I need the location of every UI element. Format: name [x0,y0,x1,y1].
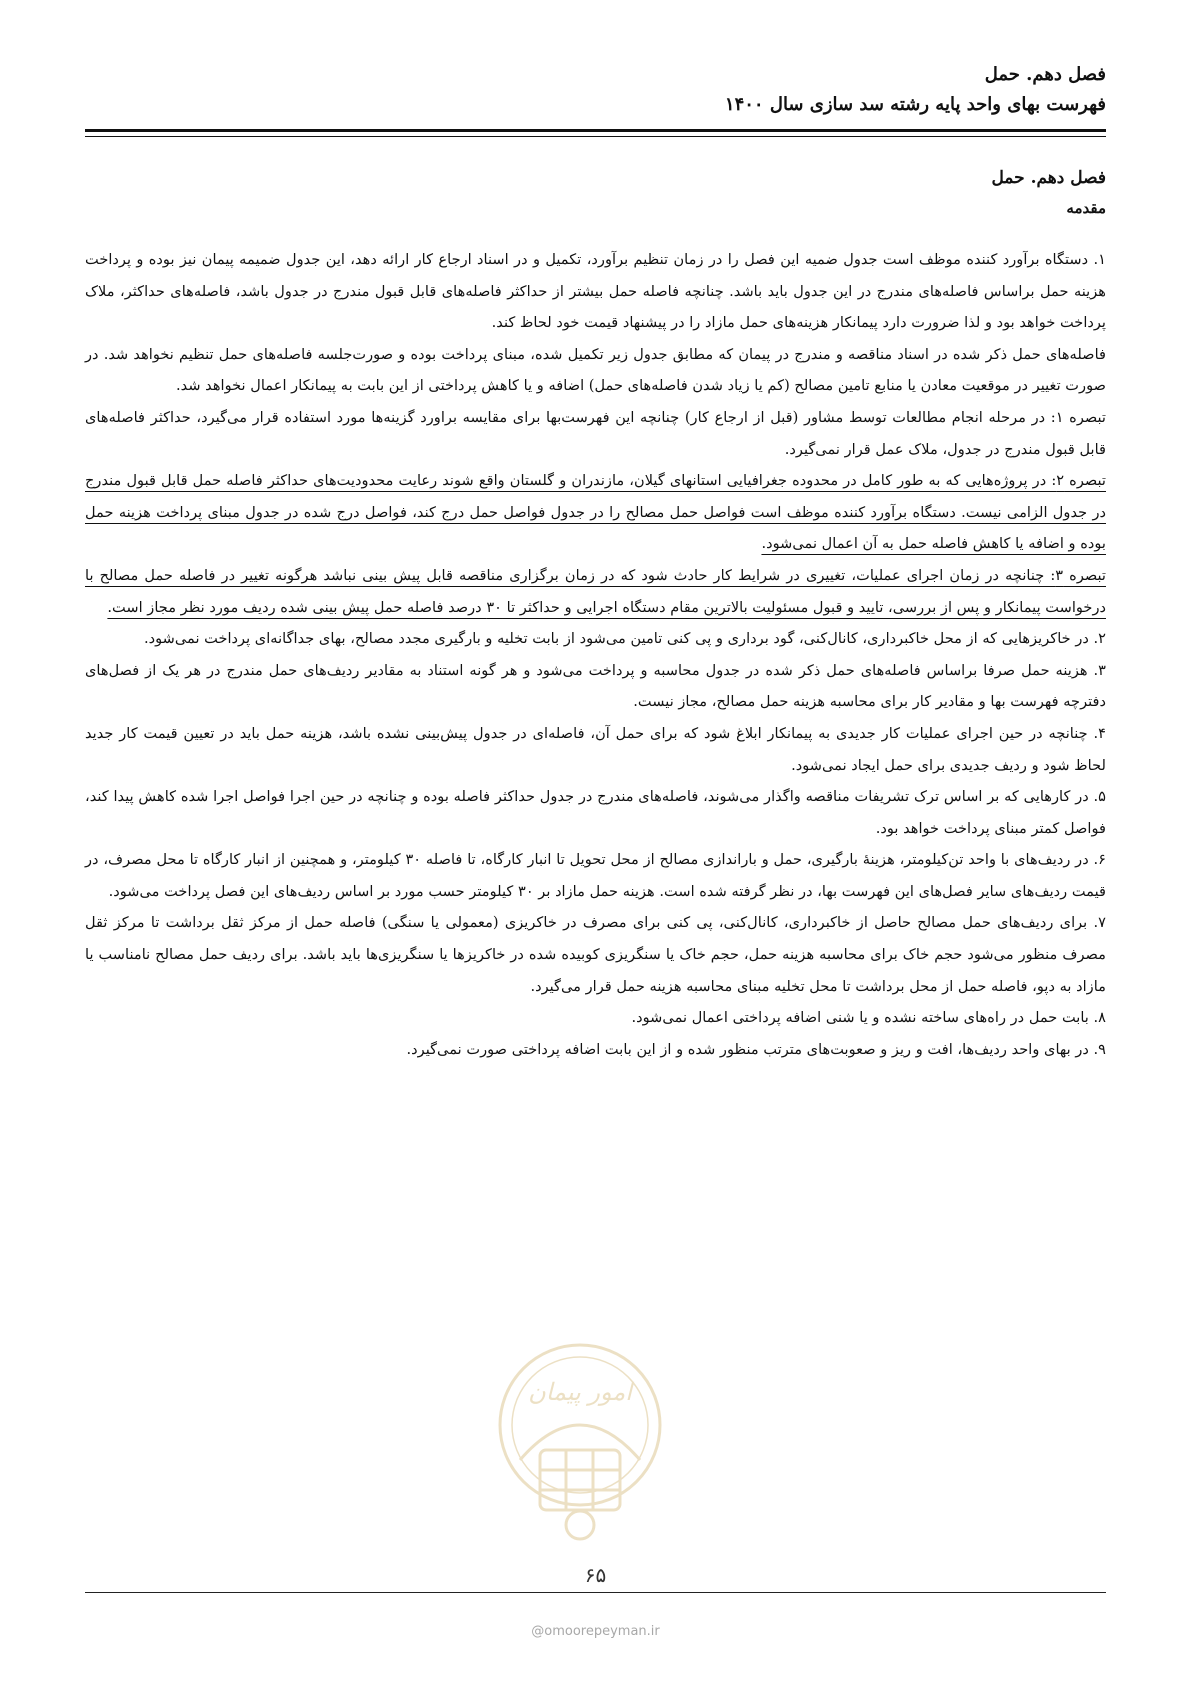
paragraph-5: ۵. در کارهایی که بر اساس ترک تشریفات مناقصه واگذار می‌شوند، فاصله‌های مندرج در جدول حداکثر فاصله بوده و چنانچه در حین اجرا فواصل اجرا شده کاهش پیدا کند، فواصل کمتر مبنای پرداخت خواهد بود. [85,788,1106,837]
paragraph-1: ۱. دستگاه برآورد کننده موظف است جدول ضمیه این فصل را در زمان تنظیم برآورد، تکمیل و در اسناد ارجاع کار ارائه دهد، این جدول ضمیمه پیمان نیز بوده و پرداخت هزینه حمل براساس فاصله‌های مندرج در این جدول باید باشد. چنانچه فاصله حمل بیشتر از حداکثر فاصله‌های قابل قبول مندرج در جدول باشد، فاصله‌های حداکثر، ملاک پرداخت خواهد بود و لذا ضرورت دارد پیمانکار هزینه‌های حمل مازاد را در پیشنهاد قیمت خود لحاظ کند. [85,251,1106,332]
note-2: تبصره ۲: در پروژه‌هایی که به طور کامل در محدوده جغرافیایی استانهای گیلان، مازندران و گلستان واقع شوند رعایت محدودیت‌های حداکثر فاصله حمل قابل قبول مندرج در جدول الزامی نیست. دستگاه برآورد کننده موظف است فواصل حمل مصالح را در جدول فواصل حمل درج کند، فواصل درج شده در جدول مبنای پرداخت هزینه حمل بوده و اضافه یا کاهش فاصله حمل به آن اعمال نمی‌شود. [85,472,1106,553]
paragraph-6: ۶. در ردیف‌های با واحد تن‌کیلومتر، هزینهٔ بارگیری، حمل و باراندازی مصالح از محل تحویل تا انبار کارگاه، تا فاصله ۳۰ کیلومتر، و همچنین از انبار کارگاه تا محل مصرف، در قیمت ردیف‌های سایر فصل‌های این فهرست بها، در نظر گرفته شده است. هزینه حمل مازاد بر ۳۰ کیلومتر حسب مورد بر اساس ردیف‌های این فصل پرداخت می‌شود. [85,851,1106,900]
header-divider-thick [85,129,1106,132]
watermark-text: امور پیمان [528,1378,632,1406]
footer-divider [85,1592,1106,1593]
running-header [85,60,1106,120]
section-title: فصل دهم. حمل [991,168,1106,188]
paragraph-2: ۲. در خاکریزهایی که از محل خاکبرداری، کانال‌کنی، گود برداری و پی کنی تامین می‌شود از بابت تخلیه و بارگیری مجدد مصالح، بهای جداگانه‌ای پرداخت نمی‌شود. [143,630,1106,648]
page-number: ۶۵ [584,1563,607,1587]
header-book-title: فهرست بهای واحد پایه رشته سد سازی سال ۱۴۰۰ [724,94,1106,115]
paragraph-4: ۴. چنانچه در حین اجرای عملیات کار جدیدی به پیمانکار ابلاغ شود که برای حمل آن، فاصله‌ای در جدول پیش‌بینی نشده باشد، هزینه حمل باید در تعیین قیمت کار جدید لحاظ شود و ردیف جدیدی برای حمل ایجاد نمی‌شود. [85,724,1106,774]
section-subtitle: مقدمه [1066,199,1106,217]
paragraph-3: ۳. هزینه حمل صرفا براساس فاصله‌های حمل ذکر شده در جدول محاسبه و پرداخت می‌شود و هر گونه استناد به مقادیر ردیف‌های حمل مندرج در هر یک از فصل‌های دفترچه فهرست بها و مقادیر کار برای محاسبه هزینه حمل مصالح، مجاز نیست. [85,661,1106,711]
note-1: تبصره ۱: در مرحله انجام مطالعات توسط مشاور (قبل از ارجاع کار) چنانچه این فهرست‌بها برای مقایسه براورد گزینه‌ها مورد استفاده قرار می‌گیرد، حداکثر فاصله‌های قابل قبول مندرج در جدول، ملاک عمل قرار نمی‌گیرد. [85,408,1106,458]
website-watermark: @omoorepeyman.ir [531,1624,660,1639]
header-chapter-title: فصل دهم. حمل [984,64,1106,85]
seal-icon [480,1330,680,1550]
paragraph-9: ۹. در بهای واحد ردیف‌ها، افت و ریز و صعوبت‌های مترتب منظور شده و از این بابت اضافه پرداختی صورت نمی‌گیرد. [406,1040,1106,1058]
main-content [85,162,1106,1065]
note-3: تبصره ۳: چنانچه در زمان اجرای عملیات، تغییری در شرایط کار حادث شود که در زمان برگزاری مناقصه قابل پیش بینی نباشد هرگونه تغییر در فاصله حمل مصالح با درخواست پیمانکار و پس از بررسی، تایید و قبول مسئولیت بالاترین مقام دستگاه اجرایی و حداکثر تا ۳۰ درصد فاصله حمل پیش بینی شده ردیف مورد نظر مجاز است. [85,566,1106,616]
header-divider-thin [85,136,1106,137]
paragraph-8: ۸. بابت حمل در راه‌های ساخته نشده و یا شنی اضافه پرداختی اعمال نمی‌شود. [631,1009,1106,1027]
paragraph-1-continued: فاصله‌های حمل ذکر شده در اسناد مناقصه و مندرج در پیمان که مطابق جدول زیر تکمیل شده، مبنای پرداخت بوده و صورت‌جلسه فاصله‌های حمل تنظیم نخواهد شد. در صورت تغییر در موقعیت معادن یا منابع تامین مصالح (کم یا زیاد شدن فاصله‌های حمل) اضافه و یا کاهش پرداختی از این بابت به پیمانکار اعمال نخواهد شد. [85,345,1106,395]
paragraph-7: ۷. برای ردیف‌های حمل مصالح حاصل از خاکبرداری، کانال‌کنی، پی کنی برای مصرف در خاکریزی (معمولی یا سنگی) فاصله حمل از مرکز ثقل برداشت تا مرکز ثقل مصرف منظور می‌شود حجم خاک برای محاسبه هزینه حمل، حجم خاک یا سنگریزی کوبیده شده در خاکریزها یا سنگریزی‌ها باید باشد. برای ردیف حمل مصالح نامناسب یا مازاد به دپو، فاصله حمل از محل برداشت تا محل تخلیه مبنای محاسبه هزینه حمل قرار می‌گیرد. [85,914,1106,995]
